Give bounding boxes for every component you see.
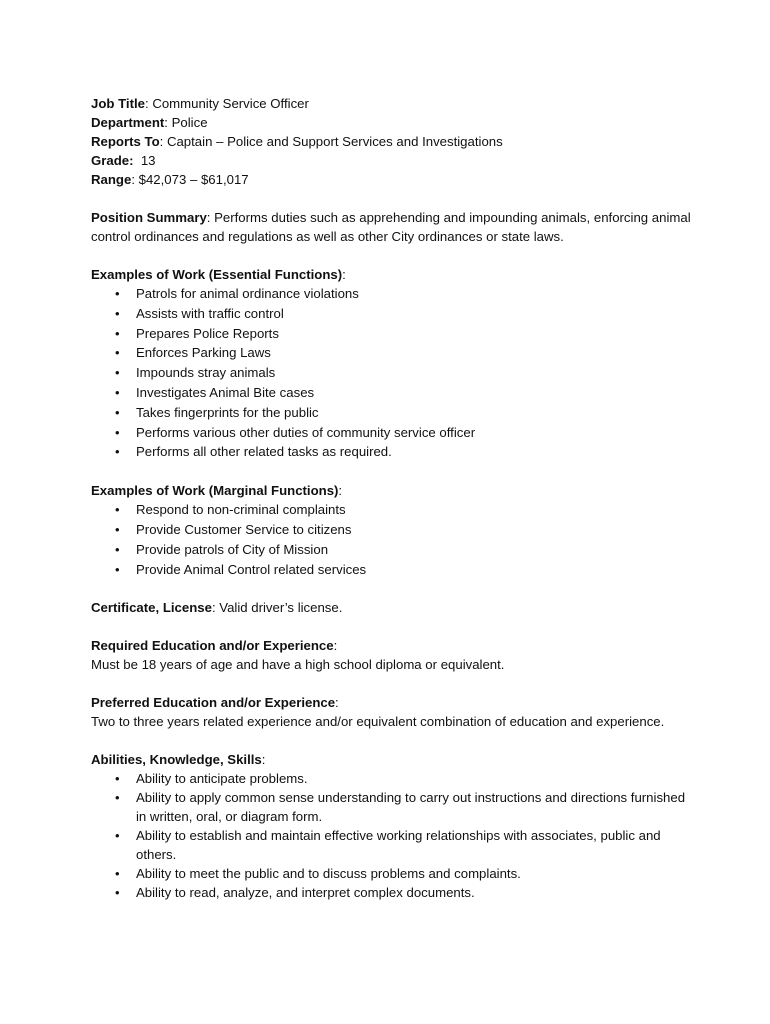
list-item xyxy=(91,403,691,423)
certificate-value: Valid driver’s license. xyxy=(219,600,343,616)
job-description-document xyxy=(91,94,691,902)
bullet-icon: • xyxy=(115,305,120,321)
list-item xyxy=(91,304,691,324)
list-item xyxy=(91,864,691,883)
list-item xyxy=(91,383,691,403)
required-education-label: Required Education and/or Experience xyxy=(91,638,334,654)
list-item-text: Prepares Police Reports xyxy=(136,325,279,341)
reports-to-value: Captain – Police and Support Services and Investigations xyxy=(166,134,503,149)
position-summary-text: Performs duties such as apprehending and impounding animals, enforcing animal control ordinances and regulations as well as other City ordinances or state laws. xyxy=(91,210,691,244)
list-item-text: Takes fingerprints for the public xyxy=(136,404,319,420)
bullet-icon: • xyxy=(115,828,120,844)
bullet-icon: • xyxy=(115,771,120,787)
list-item xyxy=(91,343,691,363)
list-item-text: Performs various other duties of community service officer xyxy=(136,424,476,440)
range-label: Range xyxy=(91,172,132,187)
marginal-functions-list xyxy=(91,500,691,579)
list-item-text: Patrols for animal ordinance violations xyxy=(136,286,359,301)
list-item-text: Ability to establish and maintain effective working relationships with associates, public and others. xyxy=(136,828,661,863)
list-item xyxy=(91,423,691,443)
range-value: $42,073 – $61,017 xyxy=(138,172,249,187)
required-education-text: Must be 18 years of age and have a high school diploma or equivalent. xyxy=(91,657,505,673)
job-title-value: Community Service Officer xyxy=(152,96,309,111)
certificate-label: Certificate, License xyxy=(91,600,212,616)
abilities-list xyxy=(91,769,691,902)
certificate-row: Certificate, License: Valid driver’s license. xyxy=(91,600,343,616)
marginal-functions-heading: Examples of Work (Marginal Functions): xyxy=(91,483,343,499)
bullet-icon: • xyxy=(115,866,120,882)
list-item xyxy=(91,363,691,383)
list-item xyxy=(91,324,691,344)
list-item-text: Enforces Parking Laws xyxy=(136,345,271,361)
list-item xyxy=(91,540,691,560)
bullet-icon: • xyxy=(115,502,120,518)
list-item-text: Provide Animal Control related services xyxy=(136,561,367,577)
job-title-row: Job Title: Community Service Officer xyxy=(91,96,309,111)
bullet-icon: • xyxy=(115,790,120,806)
bullet-icon: • xyxy=(115,541,120,557)
department-row: Department: Police xyxy=(91,115,208,130)
list-item-text: Assists with traffic control xyxy=(136,305,284,321)
marginal-functions-label: Examples of Work (Marginal Functions) xyxy=(91,483,339,499)
bullet-icon: • xyxy=(115,325,120,341)
bullet-icon: • xyxy=(115,384,120,400)
grade-row xyxy=(91,151,691,170)
list-item-text: Impounds stray animals xyxy=(136,365,276,381)
list-item-text: Performs all other related tasks as required. xyxy=(136,444,392,460)
grade-value: 13 xyxy=(140,153,156,168)
list-item-text: Ability to read, analyze, and interpret complex documents. xyxy=(136,885,475,901)
list-item-text: Provide Customer Service to citizens xyxy=(136,521,352,537)
list-item-text: Respond to non-criminal complaints xyxy=(136,502,346,518)
list-item xyxy=(91,826,691,864)
list-item xyxy=(91,560,691,580)
bullet-icon: • xyxy=(115,444,120,460)
bullet-icon: • xyxy=(115,365,120,381)
position-summary: Position Summary: Performs duties such as apprehending and impounding animals, enforcing animal control ordinances and regulations as well as other City ordinances or state laws. xyxy=(91,210,691,244)
essential-functions-heading: Examples of Work (Essential Functions): xyxy=(91,267,346,282)
list-item xyxy=(91,500,691,520)
position-summary-label: Position Summary xyxy=(91,210,207,225)
bullet-icon: • xyxy=(115,424,120,440)
essential-functions-list xyxy=(91,284,691,462)
list-item xyxy=(91,769,691,788)
job-title-label: Job Title xyxy=(91,96,145,111)
list-item xyxy=(91,788,691,826)
department-value: Police xyxy=(171,115,208,130)
abilities-heading: Abilities, Knowledge, Skills: xyxy=(91,752,266,768)
bullet-icon: • xyxy=(115,404,120,420)
list-item xyxy=(91,520,691,540)
preferred-education-label: Preferred Education and/or Experience xyxy=(91,695,336,711)
reports-to-label: Reports To xyxy=(91,134,160,149)
list-item xyxy=(91,442,691,462)
bullet-icon: • xyxy=(115,521,120,537)
essential-functions-label: Examples of Work (Essential Functions) xyxy=(91,267,343,282)
list-item-text: Ability to anticipate problems. xyxy=(136,771,308,787)
list-item-text: Ability to meet the public and to discuss problems and complaints. xyxy=(136,866,521,882)
preferred-education-text: Two to three years related experience and/or equivalent combination of education and experience. xyxy=(91,714,665,730)
bullet-icon: • xyxy=(115,885,120,901)
bullet-icon: • xyxy=(115,345,120,361)
range-row: Range: $42,073 – $61,017 xyxy=(91,172,249,187)
required-education-heading: Required Education and/or Experience: xyxy=(91,638,338,654)
list-item xyxy=(91,883,691,902)
list-item-text: Investigates Animal Bite cases xyxy=(136,384,315,400)
reports-to-row: Reports To: Captain – Police and Support Services and Investigations xyxy=(91,134,503,149)
department-label: Department xyxy=(91,115,165,130)
abilities-label: Abilities, Knowledge, Skills xyxy=(91,752,262,768)
grade-label: Grade: xyxy=(91,153,134,168)
list-item-text: Ability to apply common sense understanding to carry out instructions and directions furnished in written, oral, or diagram form. xyxy=(136,790,686,825)
bullet-icon: • xyxy=(115,561,120,577)
list-item xyxy=(91,284,691,304)
preferred-education-heading: Preferred Education and/or Experience: xyxy=(91,695,339,711)
list-item-text: Provide patrols of City of Mission xyxy=(136,541,329,557)
bullet-icon: • xyxy=(115,286,120,301)
